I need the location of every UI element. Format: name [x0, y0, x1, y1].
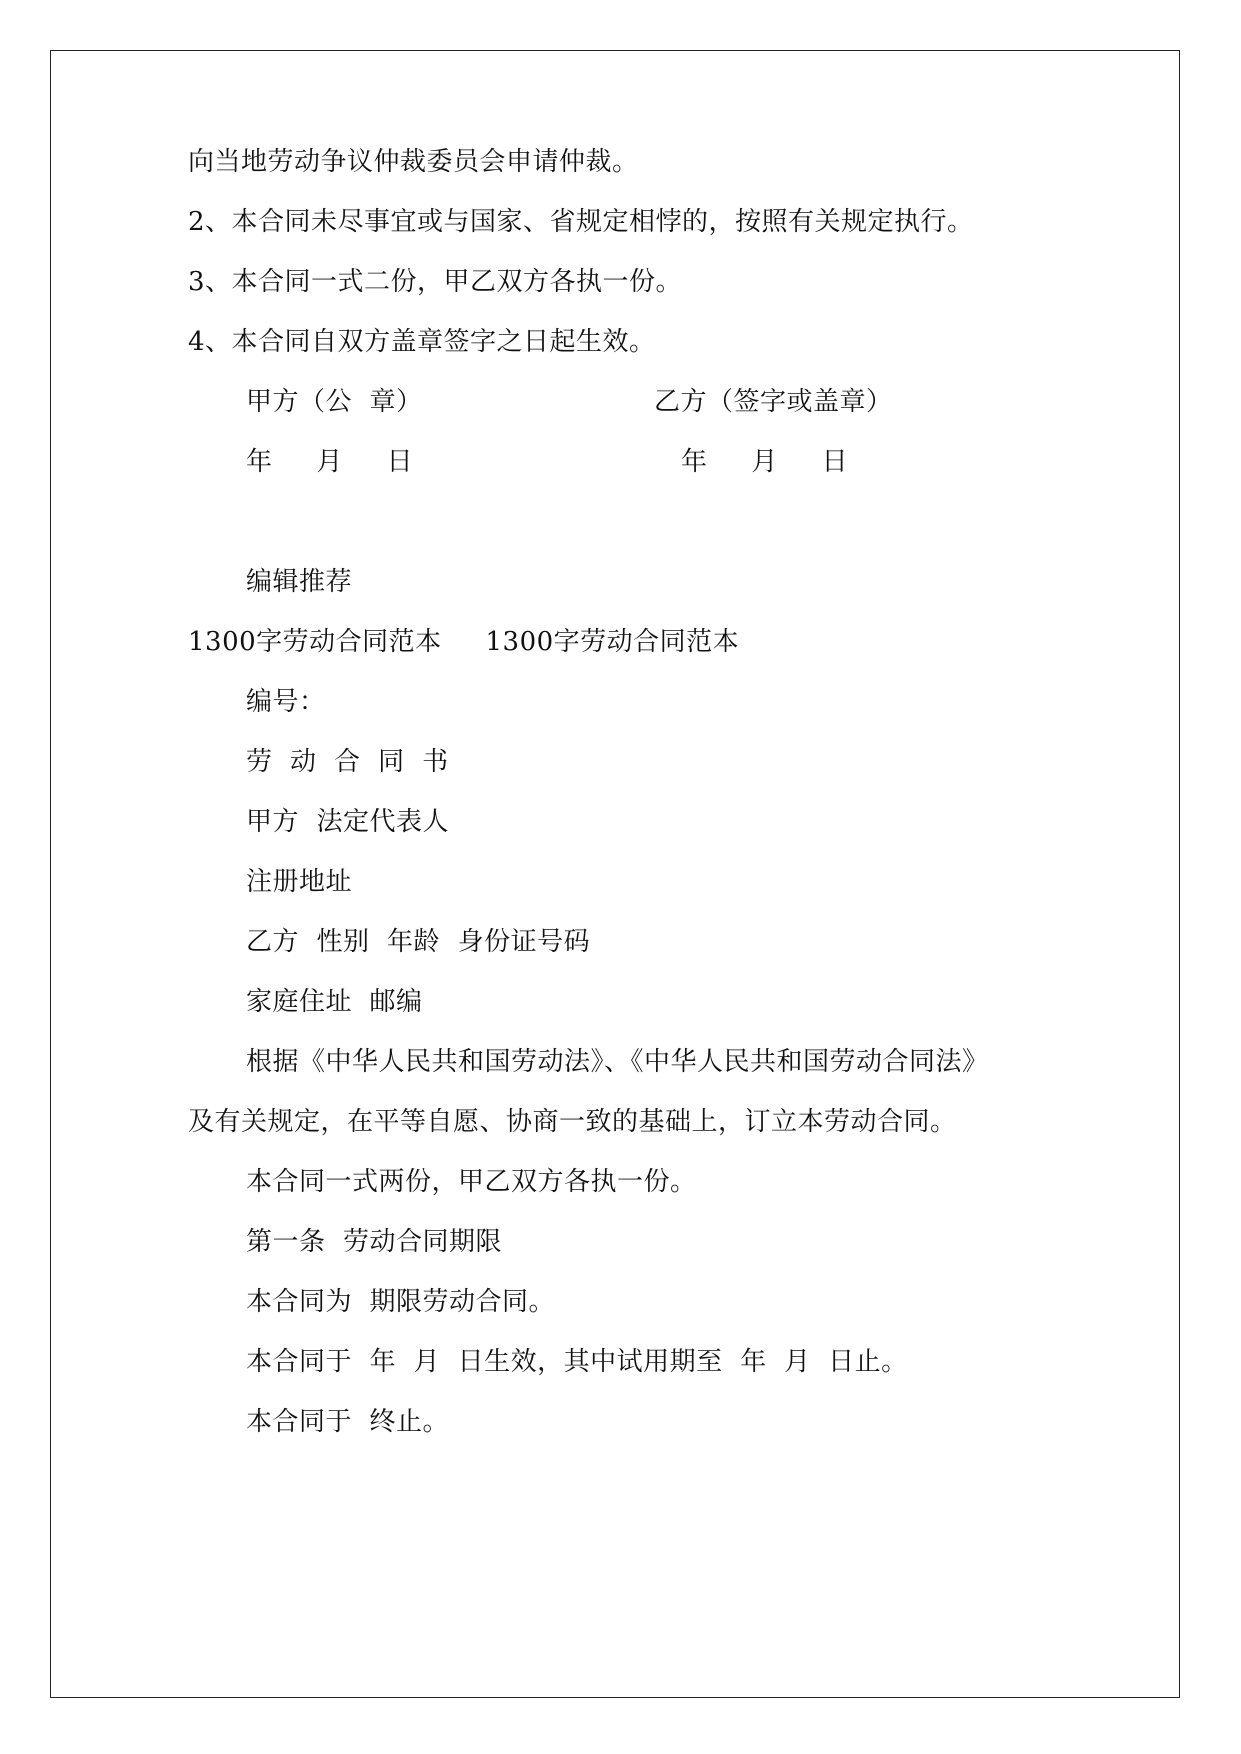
party-a-date: 年 月 日 [246, 447, 414, 477]
legal-basis-line-2: 及有关规定，在平等自愿、协商一致的基础上，订立本劳动合同。 [188, 1107, 957, 1137]
text-line-item-4: 4、本合同自双方盖章签字之日起生效。 [188, 327, 656, 357]
party-a-seal-label: 甲方（公 章） [246, 387, 423, 417]
registered-address-line: 注册地址 [246, 867, 353, 897]
party-b-signature-label: 乙方（签字或盖章） [654, 387, 893, 417]
recommend-links: 1300字劳动合同范本 1300字劳动合同范本 [188, 627, 740, 657]
legal-basis-line-1: 根据《中华人民共和国劳动法》、《中华人民共和国劳动合同法》 [246, 1047, 989, 1077]
contract-number-label: 编号： [246, 687, 326, 717]
text-line-item-2: 2、本合同未尽事宜或与国家、省规定相悖的，按照有关规定执行。 [188, 207, 974, 237]
page-border [50, 50, 1180, 1698]
copies-line: 本合同一式两份，甲乙双方各执一份。 [246, 1167, 697, 1197]
home-address-line: 家庭住址 邮编 [246, 987, 423, 1017]
party-b-info-line: 乙方 性别 年龄 身份证号码 [246, 927, 591, 957]
termination-line: 本合同于 终止。 [246, 1407, 450, 1437]
text-line-item-3: 3、本合同一式二份，甲乙双方各执一份。 [188, 267, 683, 297]
term-type-line: 本合同为 期限劳动合同。 [246, 1287, 556, 1317]
party-a-representative-line: 甲方 法定代表人 [246, 807, 450, 837]
article-1-title: 第一条 劳动合同期限 [246, 1227, 503, 1257]
effective-date-line: 本合同于 年 月 日生效，其中试用期至 年 月 日止。 [246, 1347, 908, 1377]
text-line-arbitration: 向当地劳动争议仲裁委员会申请仲裁。 [188, 147, 639, 177]
contract-title: 劳 动 合 同 书 [246, 747, 449, 777]
recommend-heading: 编辑推荐 [246, 567, 353, 597]
party-b-date: 年 月 日 [681, 447, 849, 477]
